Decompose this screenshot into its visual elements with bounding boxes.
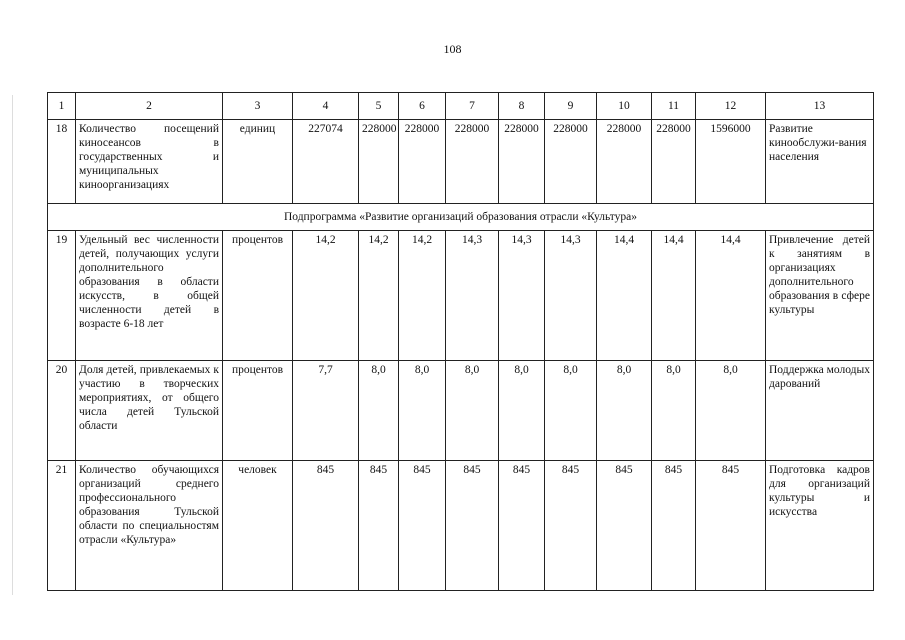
subprogram-row [48, 204, 874, 231]
header-cell: 1 [48, 93, 76, 120]
value-cell: 228000 [446, 120, 499, 204]
value-cell: 845 [499, 461, 545, 591]
row-number: 19 [48, 231, 76, 361]
value-cell: 14,2 [293, 231, 359, 361]
value-cell: 8,0 [696, 361, 766, 461]
value-cell: 845 [293, 461, 359, 591]
value-cell: 8,0 [545, 361, 597, 461]
header-cell: 10 [597, 93, 652, 120]
unit-cell: человек [223, 461, 293, 591]
value-cell: 1596000 [696, 120, 766, 204]
header-cell: 11 [652, 93, 696, 120]
goal-cell: Подготовка кадров для организаций культуры и искусства [766, 461, 874, 591]
header-cell: 12 [696, 93, 766, 120]
value-cell: 14,3 [446, 231, 499, 361]
table-row [48, 231, 874, 361]
header-cell: 2 [76, 93, 223, 120]
value-cell: 14,2 [359, 231, 399, 361]
indicator-name: Количество обучающихся организаций среднего профессионального образования Тульской области по специальностям отрасли «Культура» [76, 461, 223, 591]
value-cell: 845 [545, 461, 597, 591]
table-row [48, 461, 874, 591]
table-row [48, 120, 874, 204]
value-cell: 845 [652, 461, 696, 591]
value-cell: 14,4 [696, 231, 766, 361]
value-cell: 14,2 [399, 231, 446, 361]
header-cell: 6 [399, 93, 446, 120]
value-cell: 14,4 [597, 231, 652, 361]
header-cell: 3 [223, 93, 293, 120]
row-number: 20 [48, 361, 76, 461]
row-number: 21 [48, 461, 76, 591]
subprogram-title: Подпрограмма «Развитие организаций образования отрасли «Культура» [48, 204, 874, 231]
indicator-name: Количество посещений киносеансов в государственных и муниципальных киноорганизациях [76, 120, 223, 204]
value-cell: 845 [399, 461, 446, 591]
value-cell: 14,3 [499, 231, 545, 361]
header-cell: 9 [545, 93, 597, 120]
value-cell: 228000 [597, 120, 652, 204]
scan-edge-line [12, 95, 13, 595]
unit-cell: единиц [223, 120, 293, 204]
value-cell: 228000 [499, 120, 545, 204]
header-cell: 8 [499, 93, 545, 120]
header-cell: 7 [446, 93, 499, 120]
value-cell: 845 [696, 461, 766, 591]
indicator-name: Доля детей, привлекаемых к участию в творческих мероприятиях, от общего числа детей Тульской области [76, 361, 223, 461]
value-cell: 228000 [359, 120, 399, 204]
indicator-name: Удельный вес численности детей, получающих услуги дополнительного образования в области искусств, в общей численности детей в возрасте 6-18 лет [76, 231, 223, 361]
value-cell: 8,0 [399, 361, 446, 461]
value-cell: 228000 [399, 120, 446, 204]
header-cell: 5 [359, 93, 399, 120]
header-row [48, 93, 874, 120]
value-cell: 228000 [545, 120, 597, 204]
unit-cell: процентов [223, 361, 293, 461]
value-cell: 8,0 [652, 361, 696, 461]
goal-cell: Развитие кинообслужи-вания населения [766, 120, 874, 204]
value-cell: 227074 [293, 120, 359, 204]
value-cell: 8,0 [446, 361, 499, 461]
header-cell: 13 [766, 93, 874, 120]
value-cell: 14,3 [545, 231, 597, 361]
table-row [48, 361, 874, 461]
goal-cell: Поддержка молодых дарований [766, 361, 874, 461]
value-cell: 8,0 [499, 361, 545, 461]
value-cell: 845 [446, 461, 499, 591]
value-cell: 228000 [652, 120, 696, 204]
value-cell: 8,0 [359, 361, 399, 461]
value-cell: 845 [597, 461, 652, 591]
value-cell: 845 [359, 461, 399, 591]
value-cell: 8,0 [597, 361, 652, 461]
header-cell: 4 [293, 93, 359, 120]
goal-cell: Привлечение детей к занятиям в организациях дополнительного образования в сфере культуры [766, 231, 874, 361]
indicators-table [47, 92, 874, 591]
value-cell: 7,7 [293, 361, 359, 461]
value-cell: 14,4 [652, 231, 696, 361]
unit-cell: процентов [223, 231, 293, 361]
page-number: 108 [443, 42, 462, 56]
row-number: 18 [48, 120, 76, 204]
